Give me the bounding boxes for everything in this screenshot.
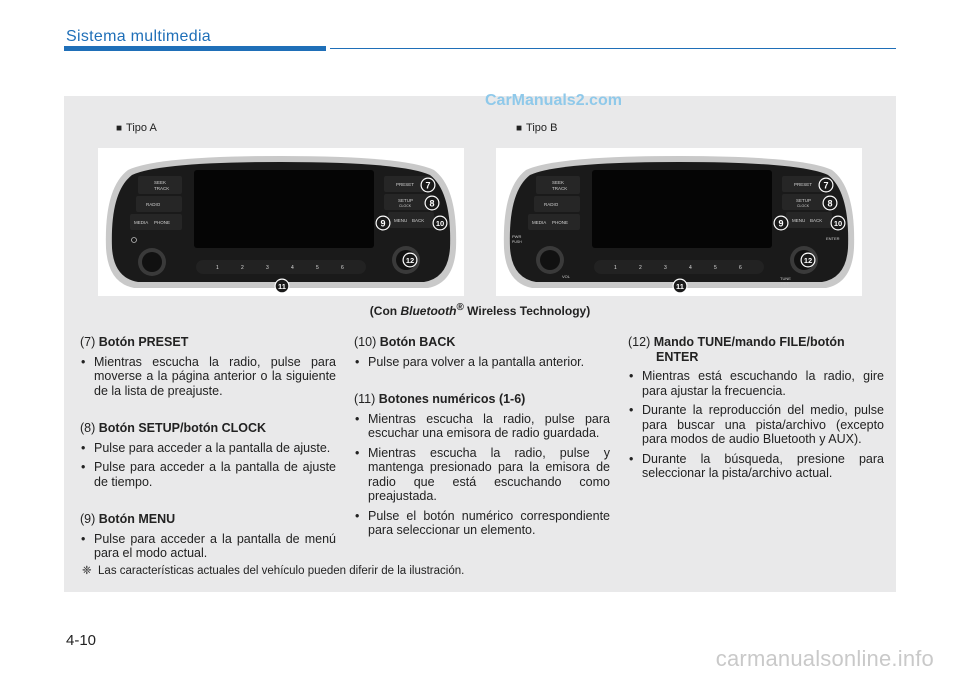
- tune-label: TUNE: [780, 276, 791, 281]
- section-title: Sistema multimedia: [66, 28, 212, 45]
- radio-label: RADIO: [146, 202, 161, 207]
- setup-label: SETUP: [796, 198, 812, 203]
- section-11-heading: Botones numéricos (1-6): [378, 392, 526, 406]
- section-8-title: [80, 421, 336, 436]
- callout-11: 11: [278, 282, 286, 291]
- section-10-list: [354, 355, 610, 370]
- media-label: MEDIA: [134, 220, 149, 225]
- track-label: TRACK: [552, 186, 568, 191]
- list-item: • Pulse para acceder a la pantalla de ajuste.: [80, 441, 336, 456]
- preset-6-label: 6: [739, 265, 742, 271]
- callout-10: 10: [833, 219, 843, 228]
- setup-label: SETUP: [398, 198, 414, 203]
- head-unit-type-a: [98, 148, 464, 296]
- list-item: • Pulse el botón numérico correspondiente para seleccionar un elemento.: [354, 509, 610, 538]
- preset-1-label: 1: [216, 265, 219, 271]
- section-9-number: (9): [80, 512, 99, 526]
- preset-2-label: 2: [241, 265, 244, 271]
- caption-registered: ®: [456, 302, 464, 313]
- caption-prefix: (Con: [369, 304, 401, 318]
- head-unit-type-a-illustration: [98, 148, 464, 296]
- figure-caption: [0, 302, 960, 318]
- track-label: TRACK: [154, 186, 170, 191]
- caption-italic: Bluetooth: [400, 304, 457, 318]
- section-12-number: (12): [628, 335, 654, 349]
- callout-7: 7: [425, 180, 431, 191]
- page-number: 4-10: [66, 632, 97, 649]
- list-item: • Pulse para acceder a la pantalla de menú para el modo actual.: [80, 532, 336, 561]
- watermark-bottom: carmanualsonline.info: [715, 646, 934, 671]
- list-item: • Mientras está escuchando la radio, gire para ajustar la frecuencia.: [628, 369, 884, 398]
- callout-10: 10: [435, 219, 445, 228]
- push-label: PUSH: [512, 240, 522, 244]
- head-unit-type-b: [496, 148, 862, 296]
- section-10-number: (10): [354, 335, 380, 349]
- watermark-top: CarManuals2.com: [485, 92, 622, 109]
- phone-label: PHONE: [154, 220, 171, 225]
- preset-3-label: 3: [664, 265, 667, 271]
- section-10-title: [354, 335, 610, 350]
- section-7-title: [80, 335, 336, 350]
- preset-label: PRESET: [794, 182, 813, 187]
- clock-label: CLOCK: [797, 204, 810, 208]
- section-12-title: [628, 335, 884, 364]
- preset-3-label: 3: [266, 265, 269, 271]
- section-12-list: [628, 369, 884, 481]
- section-8-heading: Botón SETUP/botón CLOCK: [98, 421, 267, 435]
- section-11-number: (11): [354, 392, 379, 406]
- type-b-text: Tipo B: [526, 122, 558, 134]
- section-11-list: [354, 412, 610, 538]
- type-a-label: [116, 122, 157, 134]
- preset-5-label: 5: [714, 265, 717, 271]
- list-item: • Durante la búsqueda, presione para seleccionar la pista/archivo actual.: [628, 452, 884, 481]
- back-label: BACK: [810, 218, 823, 223]
- section-12-heading: Mando TUNE/mando FILE/botón ENTER: [653, 335, 845, 364]
- section-7-list: [80, 355, 336, 399]
- square-bullet-icon: ■: [116, 123, 123, 134]
- callout-11: 11: [676, 282, 684, 291]
- list-item: • Mientras escucha la radio, pulse para escuchar una emisora de radio guardada.: [354, 412, 610, 441]
- note-text: Las características actuales del vehículo pueden diferir de la ilustración.: [98, 565, 465, 577]
- section-11-title: [354, 392, 610, 407]
- preset-5-label: 5: [316, 265, 319, 271]
- note-symbol-icon: ❈: [82, 565, 92, 577]
- type-b-label: [516, 122, 557, 134]
- callout-9: 9: [778, 218, 784, 229]
- radio-label: RADIO: [544, 202, 559, 207]
- head-unit-type-b-illustration: [496, 148, 862, 296]
- section-9-list: [80, 532, 336, 561]
- section-10-heading: Botón BACK: [379, 335, 456, 349]
- callout-7: 7: [823, 180, 829, 191]
- callout-8: 8: [429, 198, 435, 209]
- callout-12: 12: [803, 256, 813, 265]
- section-7-heading: Botón PRESET: [98, 335, 189, 349]
- enter-label: ENTER: [826, 236, 840, 241]
- preset-4-label: 4: [291, 265, 294, 271]
- section-9-title: [80, 512, 336, 527]
- section-9-heading: Botón MENU: [98, 512, 176, 526]
- callout-12: 12: [405, 256, 415, 265]
- caption-suffix: Wireless Technology): [463, 304, 591, 318]
- clock-label: CLOCK: [399, 204, 412, 208]
- preset-1-label: 1: [614, 265, 617, 271]
- list-item: • Pulse para acceder a la pantalla de ajuste de tiempo.: [80, 460, 336, 489]
- menu-label: MENU: [792, 218, 806, 223]
- column-3: [628, 335, 884, 486]
- header-rule-thin: [330, 48, 896, 49]
- preset-4-label: 4: [689, 265, 692, 271]
- file-label: FILE: [781, 281, 790, 286]
- section-8-list: [80, 441, 336, 490]
- list-item: • Mientras escucha la radio, pulse para moverse a la página anterior o la siguiente de la lista de preajuste.: [80, 355, 336, 399]
- preset-6-label: 6: [341, 265, 344, 271]
- illustration-note: [82, 563, 464, 577]
- type-a-text: Tipo A: [126, 122, 157, 134]
- pwr-label: PWR: [512, 234, 522, 239]
- list-item: • Pulse para volver a la pantalla anterior.: [354, 355, 610, 370]
- callout-9: 9: [380, 218, 386, 229]
- seek-label: SEEK: [154, 180, 167, 185]
- list-item: • Durante la reproducción del medio, pulse para buscar una pista/archivo (excepto para modos de audio Bluetooth y AUX).: [628, 403, 884, 447]
- column-2: [354, 335, 610, 543]
- vol-label: VOL: [562, 274, 571, 279]
- phone-label: PHONE: [552, 220, 569, 225]
- header-rule-thick: [64, 46, 326, 51]
- section-8-number: (8): [80, 421, 99, 435]
- callout-8: 8: [827, 198, 833, 209]
- preset-label: PRESET: [396, 182, 415, 187]
- menu-label: MENU: [394, 218, 408, 223]
- preset-2-label: 2: [639, 265, 642, 271]
- list-item: • Mientras escucha la radio, pulse y mantenga presionado para la emisora de radio que está escuchando como preajustada.: [354, 446, 610, 504]
- seek-label: SEEK: [552, 180, 565, 185]
- column-1: [80, 335, 336, 566]
- section-7-number: (7): [80, 335, 99, 349]
- square-bullet-icon: ■: [516, 123, 523, 134]
- media-label: MEDIA: [532, 220, 547, 225]
- back-label: BACK: [412, 218, 425, 223]
